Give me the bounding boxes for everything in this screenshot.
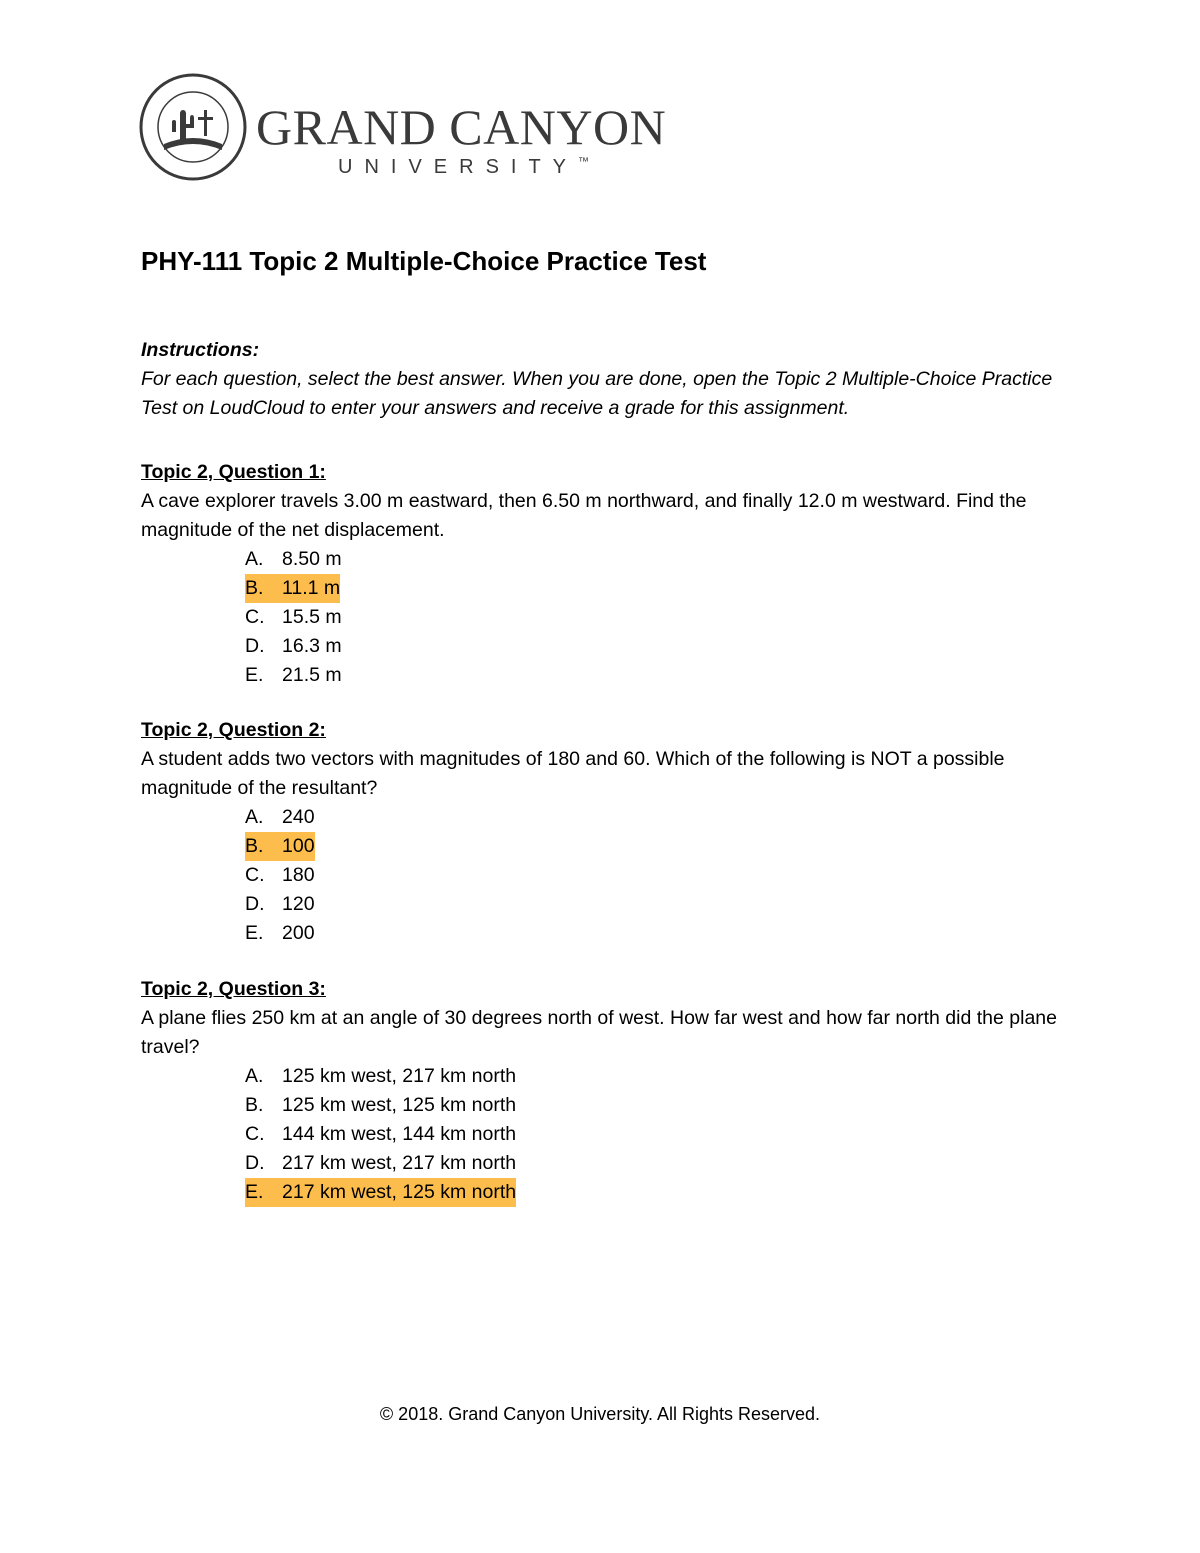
- option-text: 144 km west, 144 km north: [282, 1123, 517, 1145]
- answer-option: [245, 803, 1071, 832]
- question-text: A student adds two vectors with magnitudes of 180 and 60. Which of the following is NOT a possible magnitude of the resultant?: [141, 748, 1005, 799]
- option-text: 120: [282, 893, 315, 915]
- trademark-symbol: ™: [578, 156, 590, 168]
- option-letter: D.: [245, 635, 265, 657]
- question-heading: Topic 2, Question 2:: [141, 719, 326, 741]
- answer-option: [245, 1149, 1071, 1178]
- option-letter: A.: [245, 548, 264, 570]
- answer-options: [141, 545, 1071, 690]
- option-letter: C.: [245, 864, 265, 886]
- question-1: [141, 458, 1071, 690]
- question-heading: Topic 2, Question 3:: [141, 978, 326, 1000]
- option-letter: E.: [245, 1181, 264, 1203]
- answer-option: [245, 861, 1071, 890]
- answer-option-body: [245, 603, 342, 632]
- answer-option: [245, 1178, 1071, 1207]
- instructions-text: For each question, select the best answer. When you are done, open the Topic 2 Multiple-Choice Practice Test on LoudCloud to enter your answers and receive a grade for this assignment.: [141, 368, 1053, 419]
- option-letter: E.: [245, 664, 264, 686]
- answer-option: [245, 603, 1071, 632]
- option-letter: D.: [245, 893, 265, 915]
- question-2: [141, 716, 1071, 948]
- answer-options: [141, 803, 1071, 948]
- option-letter: E.: [245, 922, 264, 944]
- answer-option-body: [245, 890, 315, 919]
- option-letter: B.: [245, 577, 264, 599]
- question-heading: Topic 2, Question 1:: [141, 461, 326, 483]
- selected-answer-highlight: [245, 574, 340, 603]
- option-letter: C.: [245, 1123, 265, 1145]
- page-title: PHY-111 Topic 2 Multiple-Choice Practice Test: [141, 246, 707, 276]
- option-text: 125 km west, 125 km north: [282, 1094, 517, 1116]
- answer-option: [245, 890, 1071, 919]
- answer-option: [245, 1120, 1071, 1149]
- brand-subtitle: [338, 157, 589, 177]
- answer-option-body: [245, 861, 315, 890]
- answer-option: [245, 632, 1071, 661]
- answer-option-body: [245, 803, 315, 832]
- option-text: 21.5 m: [282, 664, 342, 686]
- question-text: A plane flies 250 km at an angle of 30 degrees north of west. How far west and how far north did the plane travel?: [141, 1007, 1057, 1058]
- selected-answer-highlight: [245, 832, 315, 861]
- answer-option-body: [245, 661, 342, 690]
- option-text: 11.1 m: [282, 577, 341, 599]
- option-text: 8.50 m: [282, 548, 342, 570]
- option-letter: B.: [245, 835, 264, 857]
- answer-options: [141, 1062, 1071, 1207]
- answer-option-body: [245, 1120, 516, 1149]
- option-text: 180: [282, 864, 315, 886]
- answer-option-body: [245, 1149, 516, 1178]
- option-letter: A.: [245, 1065, 264, 1087]
- brand-name: GRAND CANYON: [256, 99, 667, 155]
- answer-option: [245, 1062, 1071, 1091]
- option-text: 125 km west, 217 km north: [282, 1065, 517, 1087]
- option-text: 15.5 m: [282, 606, 342, 628]
- option-letter: C.: [245, 606, 265, 628]
- answer-option-body: [245, 1091, 516, 1120]
- option-text: 217 km west, 217 km north: [282, 1152, 517, 1174]
- option-text: 240: [282, 806, 315, 828]
- brand-subtitle-text: UNIVERSITY: [338, 156, 579, 178]
- option-letter: A.: [245, 806, 264, 828]
- question-3: [141, 975, 1071, 1207]
- option-letter: B.: [245, 1094, 264, 1116]
- option-text: 217 km west, 125 km north: [282, 1181, 517, 1203]
- option-text: 16.3 m: [282, 635, 342, 657]
- instructions-label: Instructions:: [141, 339, 260, 361]
- university-seal-icon: [138, 72, 248, 182]
- option-text: 200: [282, 922, 315, 944]
- answer-option-body: [245, 919, 315, 948]
- question-text: A cave explorer travels 3.00 m eastward, then 6.50 m northward, and finally 12.0 m westward. Find the magnitude of the net displacement.: [141, 490, 1027, 541]
- answer-option: [245, 574, 1071, 603]
- instructions: [141, 336, 1071, 423]
- answer-option: [245, 832, 1071, 861]
- option-text: 100: [282, 835, 315, 857]
- copyright-footer: © 2018. Grand Canyon University. All Rights Reserved.: [379, 1404, 821, 1424]
- university-logo: [138, 72, 667, 182]
- answer-option: [245, 661, 1071, 690]
- answer-option: [245, 1091, 1071, 1120]
- answer-option-body: [245, 1062, 516, 1091]
- answer-option-body: [245, 545, 342, 574]
- selected-answer-highlight: [245, 1178, 516, 1207]
- answer-option-body: [245, 632, 342, 661]
- answer-option: [245, 545, 1071, 574]
- answer-option: [245, 919, 1071, 948]
- option-letter: D.: [245, 1152, 265, 1174]
